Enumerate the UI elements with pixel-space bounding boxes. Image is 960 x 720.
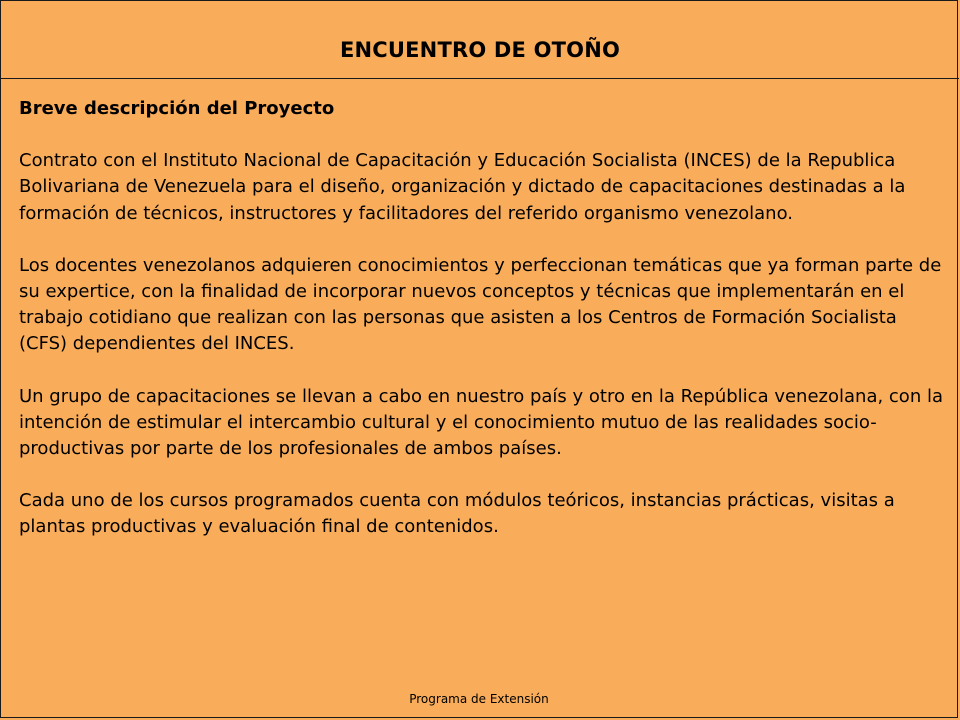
paragraph-contract: Contrato con el Instituto Nacional de Capacitación y Educación Socialista (INCES) de la Republica Bolivariana de Venezuela para el diseño, organización y dictado de capacitaciones destinadas a la formación de técnicos, instructores y facilitadores del referido organismo venezolano.	[19, 150, 906, 224]
title-box	[1, 1, 959, 79]
content-body	[19, 96, 943, 567]
paragraph-docentes: Los docentes venezolanos adquieren conocimientos y perfeccionan temáticas que ya forman parte de su expertice, con la finalidad de incorporar nuevos conceptos y técnicas que implementarán en el trabajo cotidiano que realizan con las personas que asisten a los Centros de Formación Socialista (CFS) dependientes del INCES.	[19, 254, 942, 355]
paragraph-capacitaciones: Un grupo de capacitaciones se llevan a cabo en nuestro país y otro en la República venezolana, con la intención de estimular el intercambio cultural y el conocimiento mutuo de las realidades socio-productivas por parte de los profesionales de ambos países.	[19, 385, 943, 460]
section-heading: Breve descripción del Proyecto	[19, 98, 335, 119]
paragraph-cursos: Cada uno de los cursos programados cuenta con módulos teóricos, instancias prácticas, visitas a plantas productivas y evaluación final de contenidos.	[19, 490, 895, 538]
slide-title: ENCUENTRO DE OTOÑO	[339, 38, 621, 62]
footer-text: Programa de Extensión	[409, 692, 549, 706]
